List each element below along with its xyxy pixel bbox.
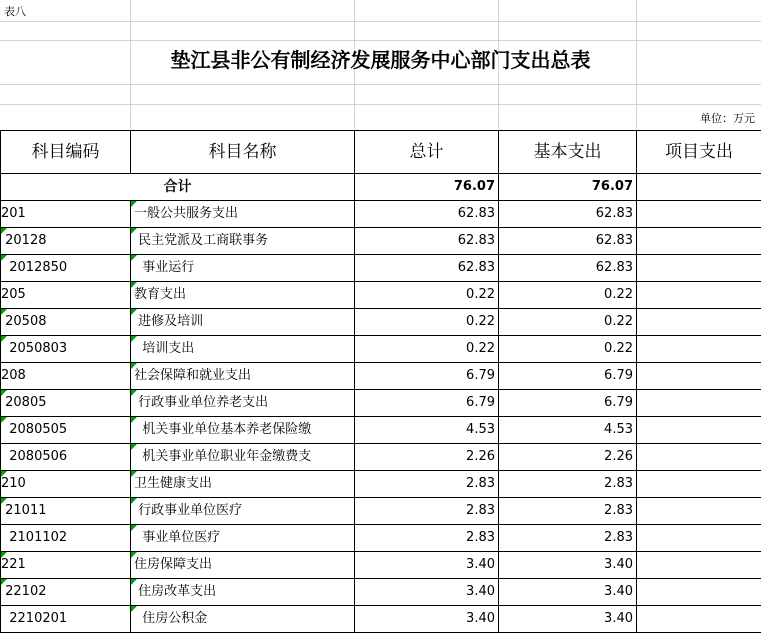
table-row (1, 417, 761, 444)
row-project[interactable] (637, 201, 761, 228)
cell-marker-icon (1, 336, 7, 342)
row-code[interactable] (1, 255, 131, 282)
row-code[interactable] (1, 552, 131, 579)
expenditure-table (0, 130, 761, 633)
row-project[interactable] (637, 228, 761, 255)
row-code-text: 201 (1, 206, 26, 221)
table-row (1, 579, 761, 606)
cell-marker-icon (131, 201, 137, 207)
cell-marker-icon (131, 579, 137, 585)
row-basic[interactable]: 3.40 (499, 579, 637, 606)
row-project[interactable] (637, 606, 761, 633)
table-row (1, 525, 761, 552)
page-title: 垫江县非公有制经济发展服务中心部门支出总表 (170, 48, 591, 72)
row-project[interactable] (637, 417, 761, 444)
cell-marker-icon (131, 525, 137, 531)
row-code[interactable] (1, 525, 131, 552)
table-row (1, 309, 761, 336)
row-name[interactable] (131, 336, 355, 363)
row-name-text: 机关事业单位基本养老保险缴 (134, 422, 312, 437)
row-total[interactable]: 62.83 (355, 228, 499, 255)
row-name[interactable] (131, 606, 355, 633)
row-name-text: 卫生健康支出 (134, 476, 213, 491)
table-row (1, 201, 761, 228)
row-basic[interactable]: 3.40 (499, 552, 637, 579)
header-row (1, 131, 761, 174)
row-total[interactable]: 6.79 (355, 363, 499, 390)
header-name[interactable]: 科目名称 (131, 131, 355, 174)
row-total[interactable]: 0.22 (355, 282, 499, 309)
cell-marker-icon (131, 390, 137, 396)
cell-marker-icon (1, 579, 7, 585)
row-name[interactable] (131, 552, 355, 579)
row-name-text: 住房改革支出 (134, 584, 217, 599)
table-row (1, 498, 761, 525)
cell-marker-icon (1, 417, 7, 423)
cell-marker-icon (1, 552, 7, 558)
row-name-text: 机关事业单位职业年金缴费支 (134, 449, 312, 464)
cell-marker-icon (131, 606, 137, 612)
table-row (1, 363, 761, 390)
row-code-text: 20508 (1, 314, 47, 329)
row-basic[interactable]: 0.22 (499, 282, 637, 309)
row-total[interactable]: 2.83 (355, 525, 499, 552)
row-name-text: 住房公积金 (134, 611, 208, 626)
row-basic[interactable]: 2.83 (499, 498, 637, 525)
row-name-text: 培训支出 (134, 341, 195, 356)
row-total[interactable]: 3.40 (355, 606, 499, 633)
header-project[interactable]: 项目支出 (637, 131, 761, 174)
row-code-text: 20128 (1, 233, 47, 248)
cell-marker-icon (131, 417, 137, 423)
row-basic[interactable]: 2.83 (499, 471, 637, 498)
row-project[interactable] (637, 525, 761, 552)
row-total[interactable]: 0.22 (355, 336, 499, 363)
row-code[interactable] (1, 201, 131, 228)
table-row (1, 471, 761, 498)
row-total[interactable]: 62.83 (355, 255, 499, 282)
cell-marker-icon (131, 471, 137, 477)
unit-label: 单位：万元 (700, 112, 755, 125)
row-basic[interactable]: 62.83 (499, 228, 637, 255)
row-code[interactable] (1, 309, 131, 336)
row-code[interactable] (1, 363, 131, 390)
row-name-text: 事业单位医疗 (134, 530, 221, 545)
row-total[interactable]: 62.83 (355, 201, 499, 228)
row-code-text: 2080506 (1, 449, 68, 464)
row-project[interactable] (637, 282, 761, 309)
row-code-text: 2210201 (1, 611, 68, 626)
row-total[interactable]: 6.79 (355, 390, 499, 417)
row-code-text: 22102 (1, 584, 47, 599)
cell-marker-icon (1, 390, 7, 396)
row-basic[interactable]: 62.83 (499, 255, 637, 282)
table-row (1, 552, 761, 579)
row-total[interactable]: 2.26 (355, 444, 499, 471)
row-total[interactable]: 2.83 (355, 471, 499, 498)
row-project[interactable] (637, 471, 761, 498)
row-name[interactable] (131, 228, 355, 255)
row-code[interactable] (1, 606, 131, 633)
table-row (1, 444, 761, 471)
header-code[interactable]: 科目编码 (1, 131, 131, 174)
row-code[interactable] (1, 282, 131, 309)
row-code[interactable] (1, 417, 131, 444)
row-code-text: 205 (1, 287, 26, 302)
row-project[interactable] (637, 552, 761, 579)
row-project[interactable] (637, 444, 761, 471)
row-basic[interactable]: 0.22 (499, 309, 637, 336)
table-row (1, 390, 761, 417)
cell-marker-icon (131, 498, 137, 504)
cell-marker-icon (1, 309, 7, 315)
row-code-text: 221 (1, 557, 26, 572)
header-basic[interactable]: 基本支出 (499, 131, 637, 174)
row-code-text: 2080505 (1, 422, 68, 437)
row-name-text: 住房保障支出 (134, 557, 213, 572)
cell-marker-icon (131, 255, 137, 261)
row-name[interactable] (131, 498, 355, 525)
row-project[interactable] (637, 363, 761, 390)
row-name[interactable] (131, 309, 355, 336)
row-name[interactable] (131, 525, 355, 552)
row-code[interactable] (1, 579, 131, 606)
row-name[interactable] (131, 471, 355, 498)
row-project[interactable] (637, 390, 761, 417)
table-row (1, 282, 761, 309)
cell-marker-icon (131, 552, 137, 558)
row-code[interactable] (1, 471, 131, 498)
row-basic[interactable]: 4.53 (499, 417, 637, 444)
cell-marker-icon (131, 363, 137, 369)
cell-marker-icon (1, 498, 7, 504)
row-code-text: 2012850 (1, 260, 68, 275)
row-basic[interactable]: 2.26 (499, 444, 637, 471)
cell-marker-icon (131, 309, 137, 315)
row-code[interactable] (1, 498, 131, 525)
row-code-text: 210 (1, 476, 26, 491)
row-code[interactable] (1, 336, 131, 363)
row-code[interactable] (1, 444, 131, 471)
table-row (1, 255, 761, 282)
row-basic[interactable]: 2.83 (499, 525, 637, 552)
table-row (1, 606, 761, 633)
row-project[interactable] (637, 336, 761, 363)
row-code-text: 208 (1, 368, 26, 383)
row-code-text: 21011 (1, 503, 47, 518)
row-code[interactable] (1, 228, 131, 255)
row-name[interactable] (131, 417, 355, 444)
row-name[interactable] (131, 390, 355, 417)
row-total[interactable]: 3.40 (355, 579, 499, 606)
row-name[interactable] (131, 255, 355, 282)
header-total[interactable]: 总计 (355, 131, 499, 174)
sheet-tag: 表八 (4, 5, 26, 18)
row-basic[interactable]: 62.83 (499, 201, 637, 228)
table-row (1, 228, 761, 255)
row-total[interactable]: 0.22 (355, 309, 499, 336)
row-project[interactable] (637, 498, 761, 525)
row-name-text: 一般公共服务支出 (134, 206, 239, 221)
row-name-text: 事业运行 (134, 260, 195, 275)
row-name[interactable] (131, 282, 355, 309)
row-basic[interactable]: 6.79 (499, 363, 637, 390)
row-total[interactable]: 2.83 (355, 498, 499, 525)
cell-marker-icon (131, 336, 137, 342)
row-name-text: 行政事业单位医疗 (134, 503, 243, 518)
row-name-text: 社会保障和就业支出 (134, 368, 252, 383)
cell-marker-icon (1, 228, 7, 234)
row-name[interactable] (131, 444, 355, 471)
row-basic[interactable]: 6.79 (499, 390, 637, 417)
cell-marker-icon (131, 282, 137, 288)
row-name[interactable] (131, 201, 355, 228)
total-project[interactable] (637, 174, 761, 201)
row-project[interactable] (637, 579, 761, 606)
row-project[interactable] (637, 255, 761, 282)
table-row (1, 336, 761, 363)
total-total[interactable]: 76.07 (355, 174, 499, 201)
row-total[interactable]: 4.53 (355, 417, 499, 444)
cell-marker-icon (1, 255, 7, 261)
cell-marker-icon (131, 444, 137, 450)
row-name-text: 教育支出 (134, 287, 187, 302)
row-basic[interactable]: 0.22 (499, 336, 637, 363)
total-row (1, 174, 761, 201)
row-name-text: 民主党派及工商联事务 (134, 233, 269, 248)
row-project[interactable] (637, 309, 761, 336)
row-name[interactable] (131, 579, 355, 606)
row-basic[interactable]: 3.40 (499, 606, 637, 633)
row-name[interactable] (131, 363, 355, 390)
row-name-text: 行政事业单位养老支出 (134, 395, 269, 410)
row-code-text: 2101102 (1, 530, 68, 545)
total-basic[interactable]: 76.07 (499, 174, 637, 201)
row-code-text: 20805 (1, 395, 47, 410)
cell-marker-icon (131, 228, 137, 234)
cell-marker-icon (1, 471, 7, 477)
row-total[interactable]: 3.40 (355, 552, 499, 579)
row-name-text: 进修及培训 (134, 314, 204, 329)
total-label[interactable]: 合计 (1, 174, 355, 201)
row-code[interactable] (1, 390, 131, 417)
row-code-text: 2050803 (1, 341, 68, 356)
